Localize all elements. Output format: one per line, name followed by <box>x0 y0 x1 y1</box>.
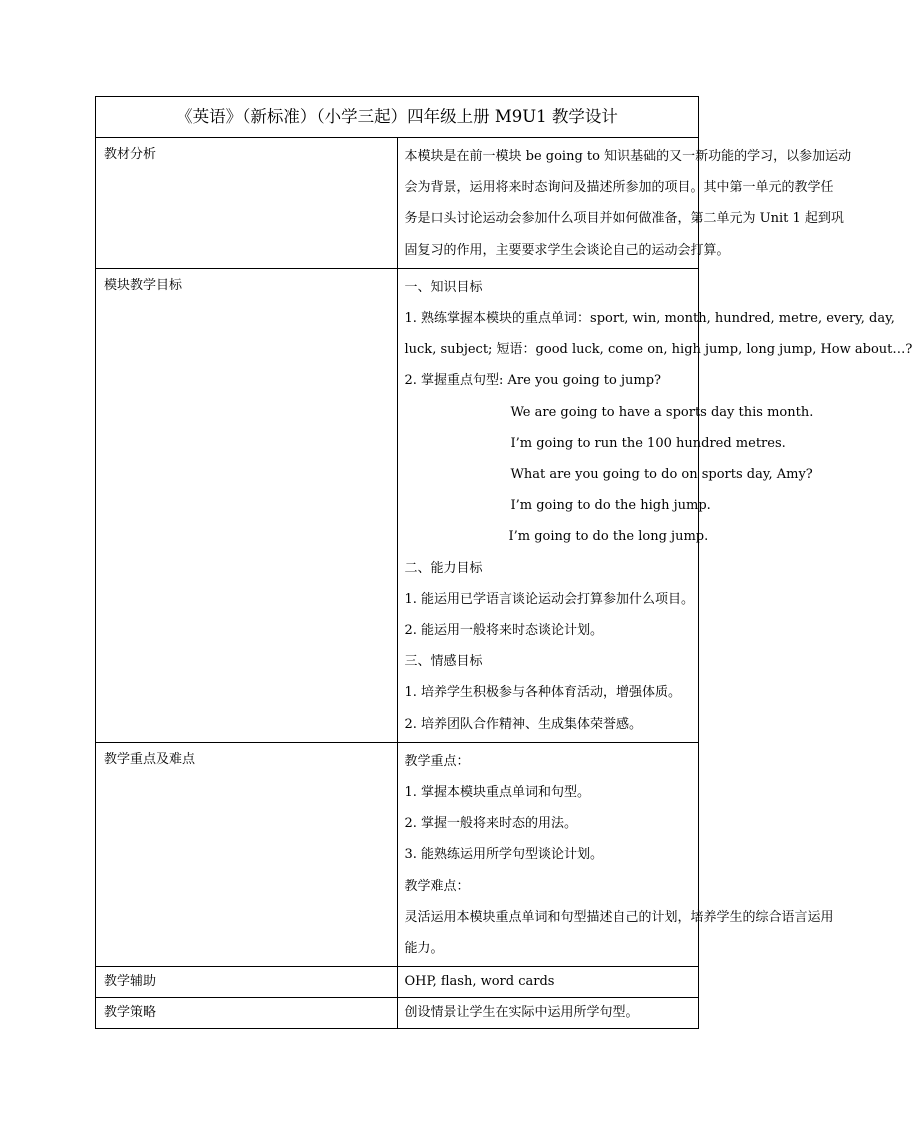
analysis-line: 本模块是在前一模块 be going to 知识基础的又一新功能的学习，以参加运动 <box>404 149 852 164</box>
difficulty-line-2: 能力。 <box>404 941 444 957</box>
aids-value: OHP, flash, word cards <box>397 967 699 998</box>
focus-heading: 教学重点： <box>404 753 470 769</box>
strategy-label: 教学策略 <box>96 998 398 1029</box>
key-sentence: What are you going to do on sports day, Amy? <box>510 467 813 483</box>
strategy-row <box>96 998 699 1029</box>
emotion-heading: 三、情感目标 <box>404 654 483 670</box>
knowledge-heading: 一、知识目标 <box>404 279 483 295</box>
analysis-line: 务是口头讨论运动会参加什么项目并如何做准备，第二单元为 Unit 1 起到巩 <box>404 211 844 227</box>
objectives-label: 模块教学目标 <box>96 268 398 742</box>
key-sentence: I’m going to run the 100 hundred metres. <box>510 435 786 451</box>
key-points-label: 教学重点及难点 <box>96 742 398 966</box>
analysis-line: 固复习的作用，主要要求学生会谈论自己的运动会打算。 <box>404 242 730 258</box>
emotion-item-1: 1. 培养学生积极参与各种体育活动，增强体质。 <box>404 685 682 701</box>
emotion-item-2: 2. 培养团队合作精神、生成集体荣誉感。 <box>404 716 643 732</box>
ability-heading: 二、能力目标 <box>404 560 483 576</box>
key-points-content <box>397 742 834 966</box>
difficulty-heading: 教学难点： <box>404 878 470 894</box>
document-title: 《英语》（新标准）（小学三起）四年级上册 M9U1 教学设计 <box>96 97 699 138</box>
knowledge-item-2: 2. 掌握重点句型: Are you going to jump? <box>404 373 661 389</box>
difficulty-line-1: 灵活运用本模块重点单词和句型描述自己的计划，培养学生的综合语言运用 <box>404 909 834 925</box>
key-sentence: We are going to have a sports day this month. <box>510 404 814 420</box>
strategy-value: 创设情景让学生在实际中运用所学句型。 <box>397 998 699 1029</box>
focus-item-3: 3. 能熟练运用所学句型谈论计划。 <box>404 847 604 863</box>
key-sentence: I’m going to do the long jump. <box>508 529 709 545</box>
knowledge-item-1-line1: 1. 熟练掌握本模块的重点单词：sport, win, month, hundred, metre, every, day, <box>404 311 895 327</box>
ability-item-1: 1. 能运用已学语言谈论运动会打算参加什么项目。 <box>404 591 695 607</box>
knowledge-item-1-line2: luck, subject; 短语：good luck, come on, high jump, long jump, How about…? <box>404 342 912 358</box>
key-points-row <box>96 742 699 966</box>
objectives-content <box>397 268 912 742</box>
aids-row <box>96 967 699 998</box>
key-sentence: I’m going to do the high jump. <box>510 498 711 514</box>
analysis-label: 教材分析 <box>96 138 398 269</box>
title-row <box>96 97 699 138</box>
analysis-content <box>397 138 852 269</box>
analysis-row <box>96 138 699 269</box>
focus-item-2: 2. 掌握一般将来时态的用法。 <box>404 816 578 832</box>
ability-item-2: 2. 能运用一般将来时态谈论计划。 <box>404 623 604 639</box>
objectives-row <box>96 268 699 742</box>
analysis-line: 会为背景，运用将来时态询问及描述所参加的项目。其中第一单元的教学任 <box>404 180 834 196</box>
lesson-plan-table <box>95 96 912 1029</box>
aids-label: 教学辅助 <box>96 967 398 998</box>
focus-item-1: 1. 掌握本模块重点单词和句型。 <box>404 785 591 801</box>
